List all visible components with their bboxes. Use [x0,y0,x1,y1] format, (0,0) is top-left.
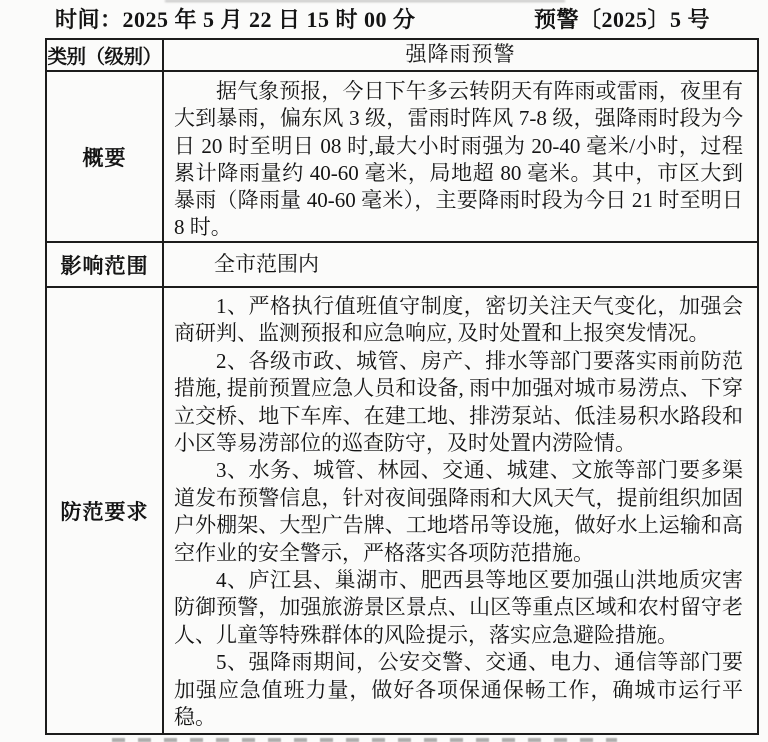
summary-row [47,72,757,243]
scope-label: 影响范围 [47,243,164,286]
measure-paragraph: 2、各级市政、城管、房产、排水等部门要落实雨前防范措施, 提前预置应急人员和设备, 雨中加强对城市易涝点、下穿立交桥、地下车库、在建工地、排涝泵站、低洼易积水路段和小区等易涝部位的巡查防守，及时处置内涝险情。 [174,348,743,456]
summary-text: 据气象预报，今日下午多云转阴天有阵雨或雷雨，夜里有大到暴雨，偏东风 3 级，雷雨时阵风 7-8 级，强降雨时段为今日 20 时至明日 08 时,最大小时雨强为 20-40 毫米/小时，过程累计降雨量约 40-60 毫米，局地超 80 毫米。其中，市区大到暴雨（降雨量 40-60 毫米），主要降雨时段为今日 21 时至明日 8 时。 [174,79,743,240]
category-value: 强降雨预警 [405,42,516,67]
measures-cell [164,288,757,733]
doc-number: 预警〔2025〕5 号 [533,7,710,32]
measure-paragraph: 5、强降雨期间，公安交警、交通、电力、通信等部门要加强应急值班力量，做好各项保通保畅工作，确城市运行平稳。 [174,650,743,730]
measures-label: 防范要求 [47,288,164,733]
warning-table [45,38,759,735]
measure-paragraph: 1、严格执行值班值守制度，密切关注天气变化，加强会商研判、监测预报和应急响应, 及时处置和上报突发情况。 [174,294,743,346]
scan-artifact-top [165,0,565,2]
category-label: 类别（级别） [47,40,164,70]
scope-cell [164,243,757,286]
measure-paragraph: 4、庐江县、巢湖市、肥西县等地区要加强山洪地质灾害防御预警，加强旅游景区景点、山区等重点区域和农村留守老人、儿童等特殊群体的风险提示，落实应急避险措施。 [174,568,743,647]
summary-label: 概要 [47,72,164,241]
measure-paragraph: 3、水务、城管、林园、交通、城建、文旅等部门要多渠道发布预警信息，针对夜间强降雨和大风天气，提前组织加固户外棚架、大型广告牌、工地塔吊等设施，做好水上运输和高空作业的安全警示，严格落实各项防范措施。 [174,458,743,565]
issue-time: 时间：2025 年 5 月 22 日 15 时 00 分 [55,7,416,32]
category-row [47,40,757,72]
scope-value: 全市范围内 [214,251,319,276]
scan-artifact-bottom [112,738,617,742]
scope-row [47,243,757,288]
document-header [0,0,768,35]
measures-row [47,288,757,733]
